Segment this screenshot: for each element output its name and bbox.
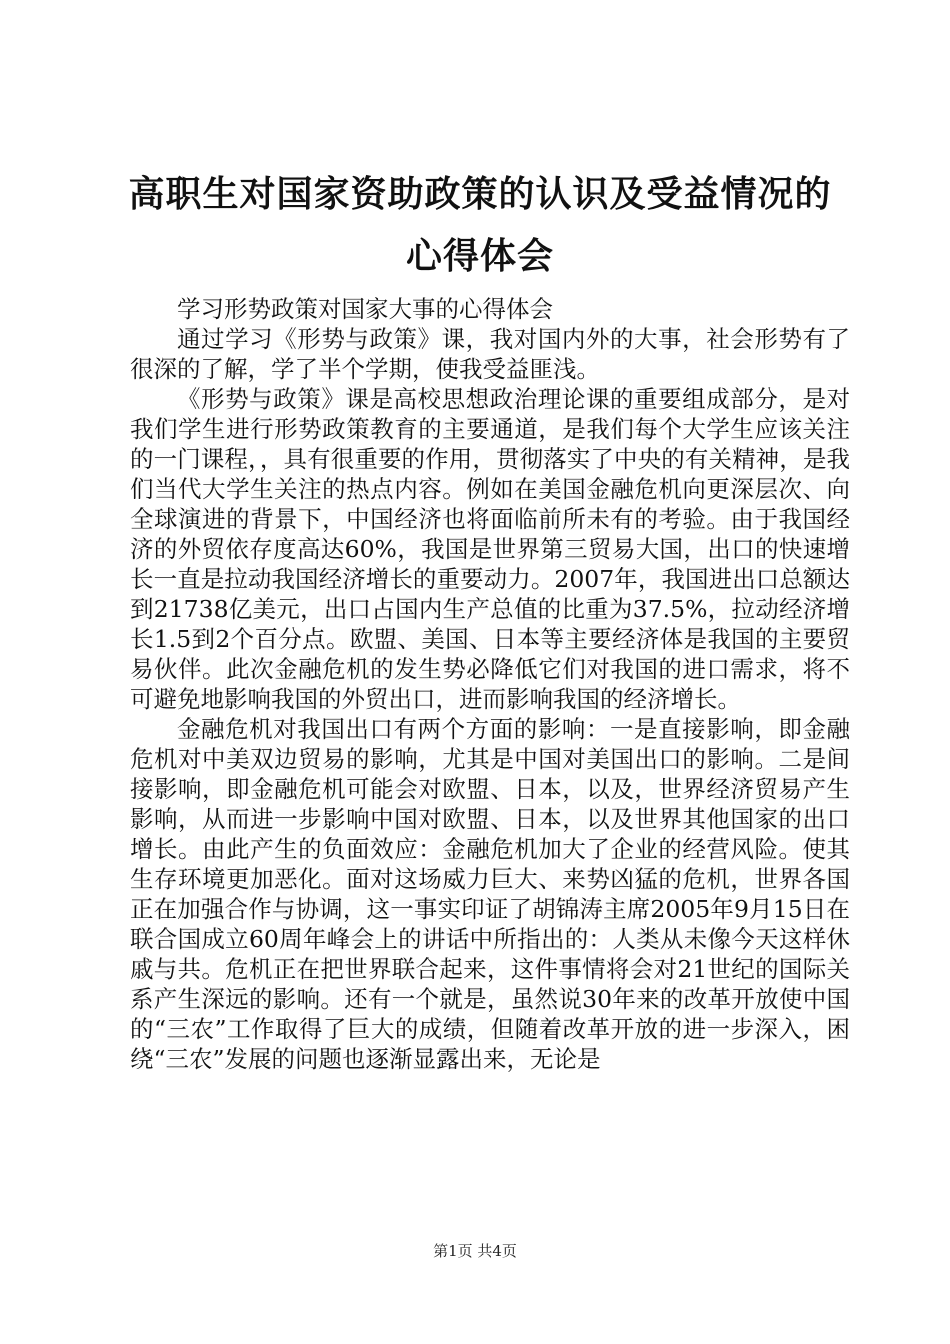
page-number-footer: 第1页 共4页 (433, 1242, 517, 1260)
paragraph: 金融危机对我国出口有两个方面的影响：一是直接影响，即金融危机对中美双边贸易的影响，尤其是中国对美国出口的影响。二是间接影响，即金融危机可能会对欧盟、日本，以及，世界经济贸易产生影响，从而进一步影响中国对欧盟、日本，以及世界其他国家的出口增长。由此产生的负面效应：金融危机加大了企业的经营风险。使其生存环境更加恶化。面对这场威力巨大、来势凶猛的危机，世界各国正在加强合作与协调，这一事实印证了胡锦涛主席2005年9月15日在联合国成立60周年峰会上的讲话中所指出的：人类从未像今天这样休戚与共。危机正在把世界联合起来，这件事情将会对21世纪的国际关系产生深远的影响。还有一个就是，虽然说30年来的改革开放使中国的“三农”工作取得了巨大的成绩，但随着改革开放的进一步深入，困绕“三农”发展的问题也逐渐显露出来，无论是 (130, 715, 850, 1073)
paragraph-subtitle: 学习形势政策对国家大事的心得体会 (177, 295, 553, 323)
paragraph: 《形势与政策》课是高校思想政治理论课的重要组成部分，是对我们学生进行形势政策教育的主要通道，是我们每个大学生应该关注的一门课程，，具有很重要的作用，贯彻落实了中央的有关精神，是我们当代大学生关注的热点内容。例如在美国金融危机向更深层次、向全球演进的背景下，中国经济也将面临前所未有的考验。由于我国经济的外贸依存度高达60%，我国是世界第三贸易大国，出口的快速增长一直是拉动我国经济增长的重要动力。2007年，我国进出口总额达到21738亿美元，出口占国内生产总值的比重为37.5%，拉动经济增长1.5到2个百分点。欧盟、美国、日本等主要经济体是我国的主要贸易伙伴。此次金融危机的发生势必降低它们对我国的进口需求，将不可避免地影响我国的外贸出口，进而影响我国的经济增长。 (130, 385, 850, 713)
paragraph: 通过学习《形势与政策》课，我对国内外的大事，社会形势有了很深的了解，学了半个学期，使我受益匪浅。 (130, 325, 850, 383)
document-title: 高职生对国家资助政策的认识及受益情况的心得体会 (128, 174, 832, 277)
document-body (130, 294, 850, 1074)
